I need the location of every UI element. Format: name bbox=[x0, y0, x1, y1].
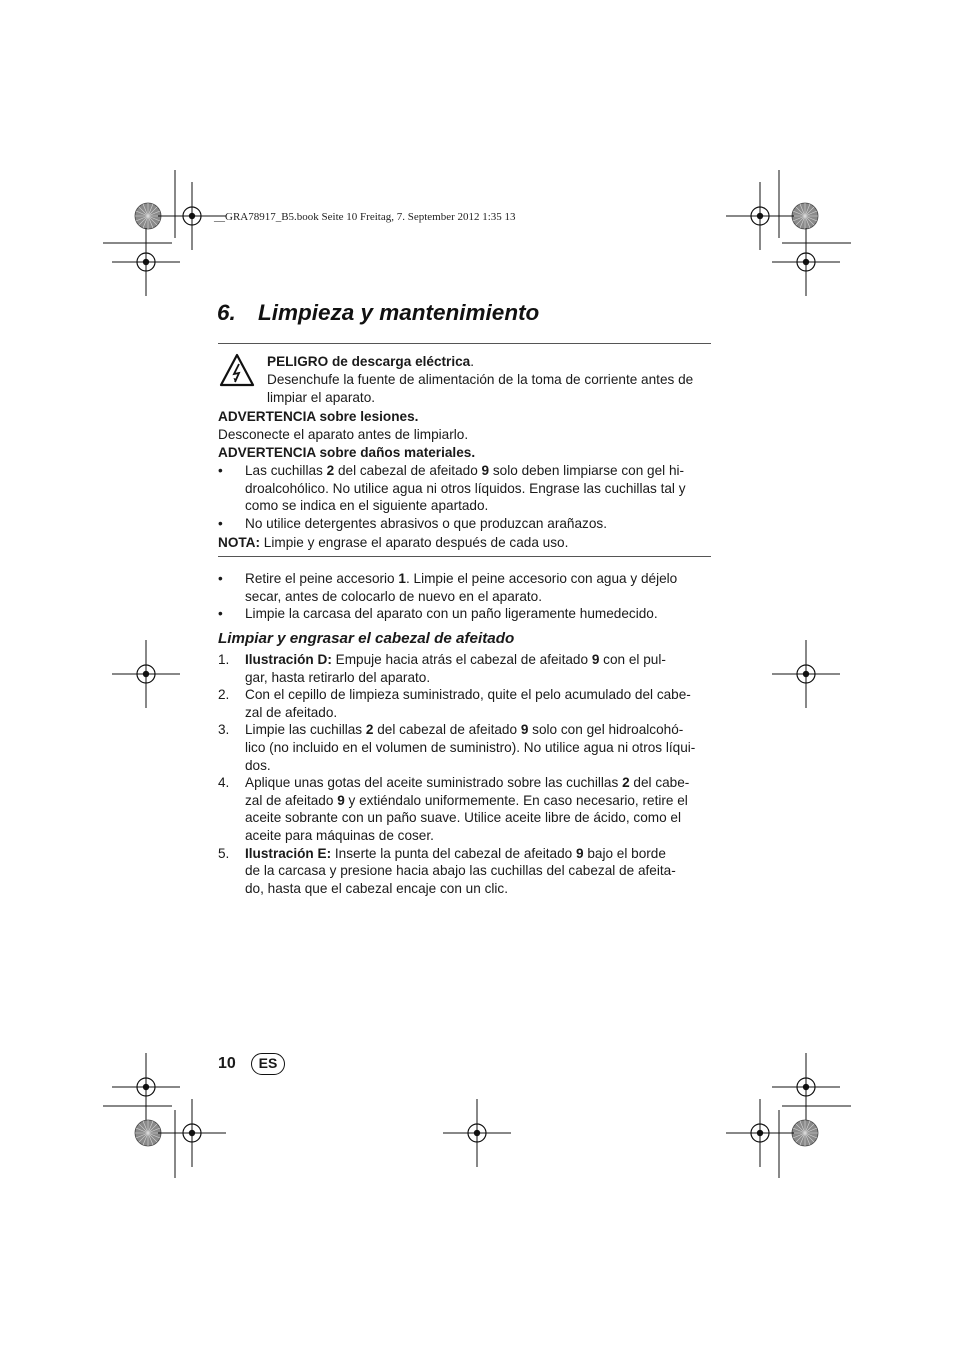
text-segment: de la carcasa y presione hacia abajo las cuchillas del cabezal de afeita- bbox=[245, 863, 676, 879]
text-segment: Inserte la punta del cabezal de afeitado bbox=[331, 845, 576, 861]
text-segment: del cabezal de afeitado bbox=[334, 463, 482, 478]
text-segment: lico (no incluido en el volumen de suministro). No utilice agua ni otros líqui- bbox=[245, 740, 696, 755]
text-line bbox=[245, 827, 434, 845]
bold-reference: 2 bbox=[365, 722, 374, 738]
text-segment: solo con gel hidroalcohó- bbox=[528, 722, 684, 738]
step-number: 5. bbox=[218, 845, 230, 861]
text-segment: aceite para máquinas de coser. bbox=[245, 828, 434, 843]
danger-heading bbox=[267, 353, 474, 371]
text-line bbox=[245, 739, 695, 757]
note-label: NOTA: bbox=[218, 535, 261, 550]
bold-reference: Ilustración E: bbox=[245, 845, 332, 861]
text-segment: No utilice detergentes abrasivos o que produzcan arañazos. bbox=[245, 515, 607, 531]
step-number: 2. bbox=[218, 687, 230, 703]
text-line bbox=[245, 757, 271, 775]
text-segment: droalcohólico. No utilice agua ni otros líquidos. Engrase las cuchillas tal y bbox=[245, 480, 686, 496]
text-segment: secar, antes de colocarlo de nuevo en el aparato. bbox=[245, 588, 542, 604]
text-segment: aceite sobrante con un paño suave. Utilice aceite libre de ácido, como el bbox=[245, 810, 682, 826]
text-line bbox=[245, 462, 684, 480]
danger-line: Desenchufe la fuente de alimentación de la toma de corriente antes de bbox=[267, 372, 694, 387]
text-segment: del cabezal de afeitado bbox=[373, 722, 521, 738]
bullet-marker: • bbox=[218, 606, 223, 622]
warning-top-rule bbox=[218, 343, 711, 344]
text-line bbox=[245, 809, 681, 827]
text-line bbox=[245, 651, 666, 669]
text-segment: Limpie la carcasa del aparato con un paño ligeramente humedecido. bbox=[245, 606, 658, 622]
bold-reference: 2 bbox=[622, 775, 630, 791]
text-segment: zal de afeitado bbox=[245, 792, 338, 808]
text-segment: solo deben limpiarse con gel hi- bbox=[489, 463, 685, 478]
step-number: 3. bbox=[218, 722, 230, 738]
text-segment: bajo el borde bbox=[583, 845, 666, 861]
page-number: 10 bbox=[218, 1055, 236, 1072]
warning-bottom-rule bbox=[218, 556, 711, 557]
text-segment: dos. bbox=[245, 757, 271, 773]
text-line bbox=[245, 862, 676, 880]
text-segment: como se indica en el siguiente apartado. bbox=[245, 498, 489, 514]
text-segment: y extiéndalo uniformemente. En caso necesario, retire el bbox=[344, 792, 688, 808]
bold-reference: 2 bbox=[326, 463, 335, 478]
electric-shock-warning-icon bbox=[219, 353, 255, 387]
text-line bbox=[245, 774, 689, 792]
text-line bbox=[245, 721, 683, 739]
text-segment: del cabe- bbox=[629, 775, 690, 791]
bullet-marker: • bbox=[218, 515, 223, 531]
text-line bbox=[245, 704, 337, 722]
text-segment: Las cuchillas bbox=[245, 463, 327, 478]
bold-reference: Ilustración D: bbox=[245, 652, 332, 667]
text-segment: Retire el peine accesorio bbox=[245, 571, 399, 586]
text-line bbox=[245, 669, 430, 687]
step-number: 1. bbox=[218, 652, 230, 667]
text-segment: do, hasta que el cabezal encaje con un clic. bbox=[245, 880, 508, 896]
text-line bbox=[245, 497, 488, 515]
bullet-marker: • bbox=[218, 463, 223, 478]
text-segment: Empuje hacia atrás el cabezal de afeitado bbox=[331, 652, 592, 667]
text-line bbox=[245, 588, 542, 606]
section-title: Limpieza y mantenimiento bbox=[258, 300, 540, 325]
bold-reference: 9 bbox=[520, 722, 529, 738]
subsection-title: Limpiar y engrasar el cabezal de afeitado bbox=[218, 630, 515, 647]
text-segment: gar, hasta retirarlo del aparato. bbox=[245, 669, 431, 685]
text-segment: . Limpie el peine accesorio con agua y déjelo bbox=[405, 571, 678, 586]
text-line bbox=[245, 515, 607, 533]
section-heading bbox=[217, 300, 539, 326]
text-line bbox=[245, 480, 686, 498]
language-badge: ES bbox=[251, 1053, 285, 1075]
text-segment: zal de afeitado. bbox=[245, 704, 338, 720]
injury-title: ADVERTENCIA sobre lesiones. bbox=[218, 409, 419, 424]
text-line bbox=[245, 686, 691, 704]
text-line bbox=[245, 880, 508, 898]
bullet-marker: • bbox=[218, 571, 223, 586]
bold-reference: 9 bbox=[481, 463, 490, 478]
bold-reference: 9 bbox=[591, 652, 600, 667]
note-line bbox=[218, 534, 568, 552]
text-line bbox=[245, 845, 666, 863]
damage-title: ADVERTENCIA sobre daños materiales. bbox=[218, 445, 476, 460]
section-number: 6. bbox=[217, 300, 236, 325]
bold-reference: 9 bbox=[575, 845, 584, 861]
bold-reference: 1 bbox=[398, 571, 406, 586]
bold-reference: 9 bbox=[337, 792, 345, 808]
text-segment: con el pul- bbox=[599, 652, 666, 667]
print-header: __GRA78917_B5.book Seite 10 Freitag, 7. September 2012 1:35 13 bbox=[214, 211, 516, 223]
text-segment: Limpie las cuchillas bbox=[245, 722, 366, 738]
note-text: Limpie y engrase el aparato después de cada uso. bbox=[260, 535, 569, 550]
text-segment: Con el cepillo de limpieza suministrado, quite el pelo acumulado del cabe- bbox=[245, 687, 691, 703]
danger-period: . bbox=[470, 354, 475, 369]
text-line bbox=[245, 792, 688, 810]
text-line bbox=[245, 570, 677, 588]
step-number: 4. bbox=[218, 775, 230, 791]
danger-title: PELIGRO de descarga eléctrica bbox=[267, 354, 471, 369]
text-line bbox=[245, 605, 658, 623]
injury-text: Desconecte el aparato antes de limpiarlo. bbox=[218, 427, 469, 442]
danger-line: limpiar el aparato. bbox=[267, 390, 376, 405]
text-segment: Aplique unas gotas del aceite suministrado sobre las cuchillas bbox=[245, 775, 623, 791]
